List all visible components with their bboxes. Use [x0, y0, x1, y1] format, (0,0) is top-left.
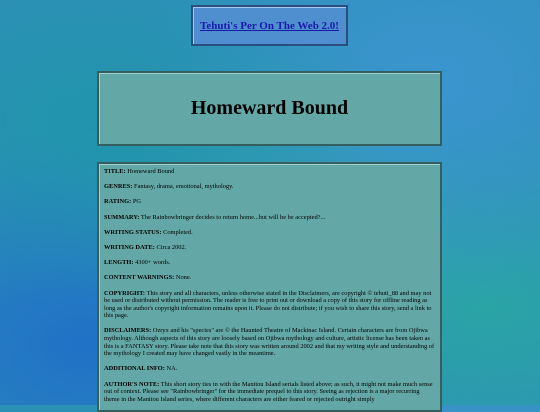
field-label: SUMMARY:: [104, 213, 140, 221]
field-value: PG: [132, 198, 142, 206]
field-value: The Rainbowbringer decides to return home...but will he be accepted?...: [140, 213, 326, 221]
field-value: Homeward Bound: [127, 168, 175, 175]
field-value: NA.: [166, 365, 178, 373]
field-value: Completed.: [163, 228, 193, 236]
field-value: Circa 2002.: [156, 243, 187, 251]
field-value: Fantasy, drama, emotional, mythology.: [134, 183, 234, 191]
field-value: Ozryx and his "species" are © the Haunted Theatre of Mackinac Island. Certain characters are from Ojibwa mythology. Although aspects of this story are loosely based on Ojibwa mythology and culture, artistic license has been taken as this is a FANTASY story. Please take note that this story was written around 2002 and that my writing style and understanding of the mythology I created may have changed vastly in the meantime.: [104, 327, 435, 358]
title-box: [97, 71, 442, 146]
field-label: CONTENT WARNINGS:: [104, 274, 175, 282]
field-additional-info: [104, 365, 435, 373]
field-label: GENRES:: [104, 183, 133, 191]
header-link[interactable]: Tehuti's Per On The Web 2.0!: [200, 19, 339, 32]
field-value: This story and all characters, unless otherwise stated in the Disclaimers, are copyright © tehuti_88 and may not be used or distributed without permission. The reader is free to print out or download a copy of this story for offline reading as long as the author's copyright information remains upon it. Please do not distribute; if you wish to share this story, send a link to this page.: [104, 289, 432, 320]
field-value: This short story ties in with the Manitou Island serials listed above; as such, it might not make much sense out of context. Please see "Rainbowbringer" for the immediate prequel to this story. Seeing as rejection is a major recurring theme in the Manitou Island series, where different characters are either feared or rejected outright simply: [104, 380, 433, 403]
field-label: WRITING DATE:: [104, 243, 155, 251]
header-link-box: [191, 5, 348, 46]
field-authors-note: [104, 381, 435, 404]
field-label: COPYRIGHT:: [104, 289, 146, 297]
field-writing-date: [104, 244, 435, 252]
field-value: 4300+ words.: [135, 259, 171, 267]
field-copyright: [104, 290, 435, 320]
field-summary: [104, 214, 435, 222]
story-info-panel: [97, 162, 442, 412]
field-label: AUTHOR'S NOTE:: [104, 380, 160, 388]
field-value: None.: [175, 274, 192, 282]
field-writing-status: [104, 229, 435, 237]
field-length: [104, 259, 435, 267]
field-label: ADDITIONAL INFO:: [104, 365, 165, 373]
page-title: Homeward Bound: [190, 97, 349, 119]
field-genres: [104, 183, 435, 191]
field-label: TITLE:: [104, 168, 126, 175]
field-disclaimers: [104, 327, 435, 357]
field-label: LENGTH:: [104, 259, 134, 267]
field-label: WRITING STATUS:: [104, 228, 162, 236]
field-rating: [104, 198, 435, 206]
field-content-warnings: [104, 274, 435, 282]
field-label: DISCLAIMERS:: [104, 327, 152, 335]
field-title: [104, 168, 435, 176]
field-label: RATING:: [104, 198, 132, 206]
